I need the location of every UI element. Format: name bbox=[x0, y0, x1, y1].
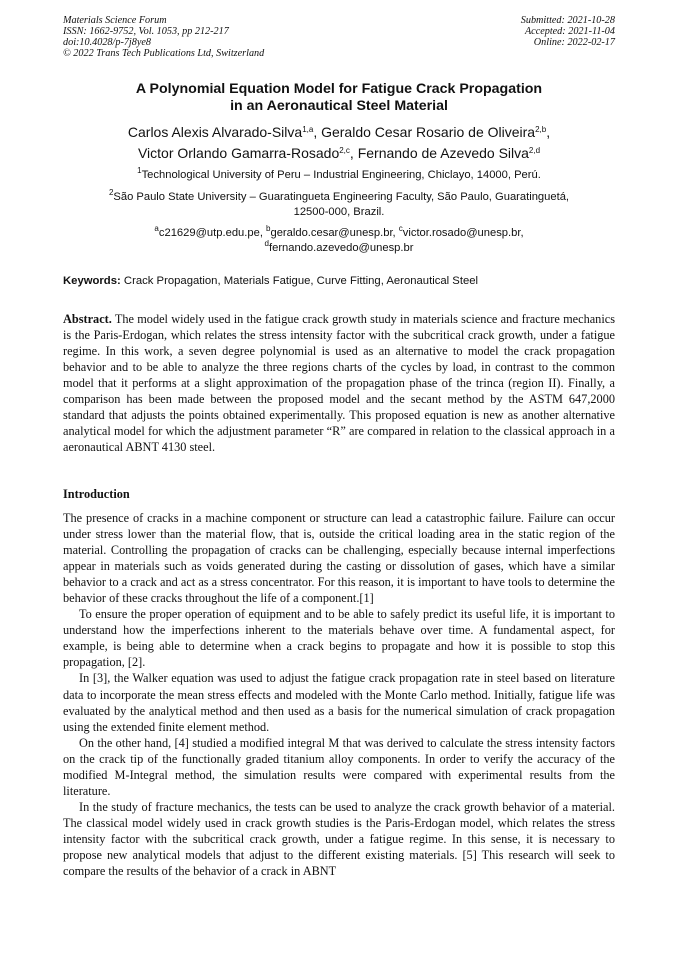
author-list bbox=[63, 122, 615, 164]
author-name: Carlos Alexis Alvarado-Silva bbox=[127, 124, 303, 140]
affiliation-1-text: Technological University of Peru – Industrial Engineering, Chiclayo, 14000, Perú. bbox=[141, 169, 541, 181]
affiliation-2-line-1: São Paulo State University – Guaratingueta Engineering Faculty, São Paulo, Guaratinguetá, bbox=[113, 191, 570, 203]
email-address: fernando.azevedo@unesp.br bbox=[268, 242, 414, 254]
email-address: geraldo.cesar@unesp.br, bbox=[270, 227, 399, 239]
affiliation-2-line-2: 12500-000, Brazil. bbox=[293, 206, 385, 218]
issn: ISSN: 1662-9752, Vol. 1053, pp 212-217 bbox=[63, 26, 229, 37]
online-date: Online: 2022-02-17 bbox=[533, 37, 615, 48]
author-separator: , bbox=[349, 145, 358, 161]
email-sup: b bbox=[266, 224, 271, 233]
copyright: © 2022 Trans Tech Publications Ltd, Switzerland bbox=[63, 48, 265, 59]
author-name: Geraldo Cesar Rosario de Oliveira bbox=[321, 124, 536, 140]
paragraph: The presence of cracks in a machine component or structure can lead a catastrophic failure. Failure can occur under stress lower than the material flow, that is, outside the critical loading area in the static region of the material. Controlling the propagation of cracks can be challenging, especially because internal imperfections appear in materials such as voids generated during the casting or dissolution of gases, which have a similar behavior to a crack and act as a stress concentrator. For this reason, it is important to have tools to determine the behavior of these cracks throughout the life of a component.[1] bbox=[63, 511, 615, 606]
abstract-text: The model widely used in the fatigue crack growth study in materials science and fracture mechanics is the Paris-Erdogan, which relates the stress intensity factor with the subcritical crack growth, under a fatigue regime. In this work, a seven degree polynomial is used as an alternative to model the crack propagation behavior and to be able to analyze the three regions charts of the cycles by load, in contrast to the common model that it performs at a slight approximation of the propagation phase of the trinca (region II). Finally, a comparison has been made between the proposed model and the secant method by the ASTM 647,2000 standard that adjusts the points obtained experimentally. This proposed equation is new as another alternative analytical model for which the adjustment parameter “R” are compared in relation to the classical approach in a aeronautical ABNT 4130 steel. bbox=[63, 312, 615, 455]
paragraph: To ensure the proper operation of equipment and to be able to safely predict its useful life, it is important to understand how the imperfections inherent to the materials behave over time. A fundamental aspect, for example, is being able to determine when a crack begins to propagate and how it is possible to stop this propagation, [2]. bbox=[63, 607, 615, 670]
abstract bbox=[63, 311, 615, 455]
author-affil-sup: 2,b bbox=[535, 125, 547, 134]
introduction-body bbox=[63, 510, 615, 879]
paragraph: On the other hand, [4] studied a modified integral M that was derived to calculate the stress intensity factors on the crack tip of the functionally graded titanium alloy components. In order to verify the accuracy of the modified M-Integral method, the simulation results were compared with experimental results from the literature. bbox=[63, 735, 615, 798]
affiliation-2-sup: 2 bbox=[108, 188, 114, 197]
email-list bbox=[63, 226, 615, 256]
email-sup: d bbox=[264, 239, 269, 248]
email-address: victor.rosado@unesp.br, bbox=[402, 227, 524, 239]
author-affil-sup: 2,c bbox=[339, 146, 350, 155]
affiliation-1-sup: 1 bbox=[137, 166, 142, 175]
doi: doi:10.4028/p-7j8ye8 bbox=[63, 37, 151, 48]
affiliation-1 bbox=[63, 168, 615, 183]
keywords bbox=[63, 275, 615, 287]
paper-title bbox=[63, 81, 615, 115]
author-affil-sup: 1,a bbox=[302, 125, 314, 134]
title-line-2: in an Aeronautical Steel Material bbox=[230, 98, 448, 114]
keywords-label: Keywords: bbox=[63, 275, 121, 287]
affiliation-2 bbox=[63, 190, 615, 220]
title-line-1: A Polynomial Equation Model for Fatigue Crack Propagation bbox=[135, 81, 543, 97]
email-sup: a bbox=[154, 224, 159, 233]
paragraph: In [3], the Walker equation was used to adjust the fatigue crack propagation rate in steel based on literature data to incorporate the mean stress effects and modeled with the Monte Carlo method. Initially, fatigue life was evaluated by the analytical method and then used as a basis for the numerical simulation of crack propagation using the extended finite element method. bbox=[63, 671, 615, 734]
author-separator: , bbox=[546, 124, 551, 140]
submitted-date: Submitted: 2021-10-28 bbox=[520, 15, 615, 26]
paragraph: In the study of fracture mechanics, the tests can be used to analyze the crack growth behavior of a material. The classical model widely used in crack growth studies is the Paris-Erdogan model, which relates the stress intensity factor with the subcritical crack growth, under a fatigue regime. In this sense, it is necessary to propose new analytical models that adjust to the different existing materials. [5] This research will seek to compare the results of the behavior of a crack in ABNT bbox=[63, 799, 615, 879]
accepted-date: Accepted: 2021-11-04 bbox=[524, 26, 615, 37]
journal-header-left bbox=[63, 15, 264, 59]
section-heading-introduction: Introduction bbox=[63, 487, 130, 501]
journal-name: Materials Science Forum bbox=[63, 15, 167, 26]
author-affil-sup: 2,d bbox=[528, 146, 541, 155]
email-sup: c bbox=[398, 224, 403, 233]
author-name: Victor Orlando Gamarra-Rosado bbox=[137, 145, 340, 161]
journal-header-right bbox=[521, 15, 615, 48]
keywords-text: Crack Propagation, Materials Fatigue, Curve Fitting, Aeronautical Steel bbox=[120, 275, 479, 287]
author-separator: , bbox=[313, 124, 322, 140]
abstract-label: Abstract. bbox=[63, 312, 112, 326]
author-name: Fernando de Azevedo Silva bbox=[357, 145, 529, 161]
email-address: c21629@utp.edu.pe, bbox=[158, 227, 267, 239]
